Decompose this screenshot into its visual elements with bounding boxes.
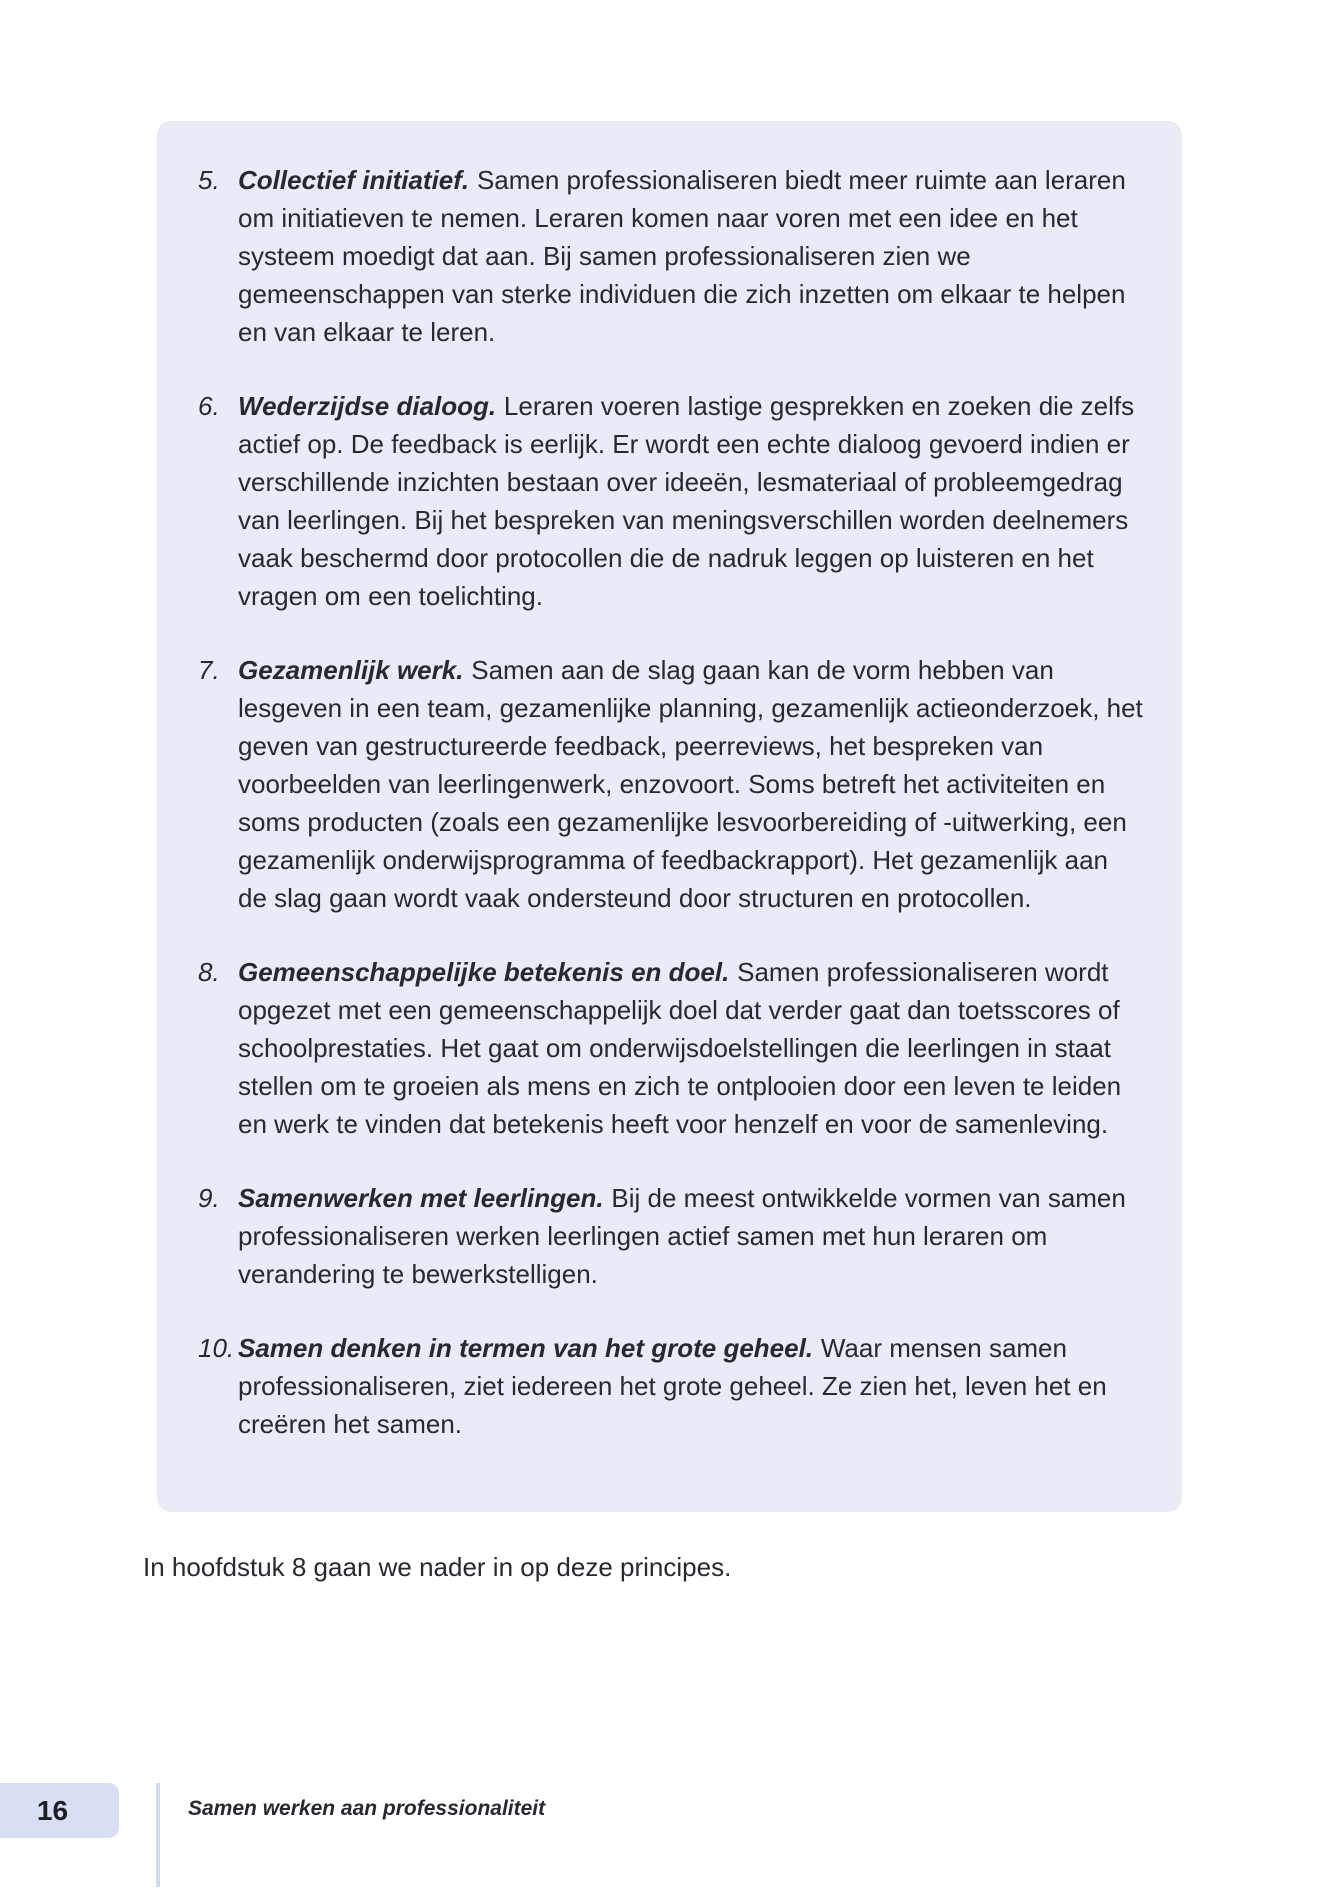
item-body: Samen aan de slag gaan kan de vorm hebben van lesgeven in een team, gezamenlijke planning, gezamenlijk actieonderzoek, het geven van gestructureerde feedback, peerreviews, het bespreken van voorbeelden van leerlingenwerk, enzovoort. Soms betreft het activiteiten en soms producten (zoals een gezamenlijke lesvoorbereiding of -uitwerking, een gezamenlijk onderwijsprogramma of feedbackrapport). Het gezamenlijk aan de slag gaan wordt vaak ondersteund door structuren en protocollen. <box>238 655 1143 913</box>
principles-box <box>157 121 1182 1512</box>
item-title: Samen denken in termen van het grote geheel. <box>238 1333 814 1363</box>
item-text <box>238 1179 1144 1293</box>
list-item <box>157 1329 1144 1443</box>
item-body: Leraren voeren lastige gesprekken en zoeken die zelfs actief op. De feedback is eerlijk. Er wordt een echte dialoog gevoerd indien er verschillende inzichten bestaan over ideeën, lesmateriaal of probleemgedrag van leerlingen. Bij het bespreken van meningsverschillen worden deelnemers vaak beschermd door protocollen die de nadruk leggen op luisteren en het vragen om een toelichting. <box>238 391 1135 611</box>
item-title: Samenwerken met leerlingen. <box>238 1183 604 1213</box>
list-item <box>157 161 1144 351</box>
item-number: 6. <box>198 391 220 421</box>
item-number: 5. <box>198 165 220 195</box>
item-number: 7. <box>198 655 220 685</box>
item-text <box>238 953 1144 1143</box>
item-text <box>238 651 1144 917</box>
item-number: 8. <box>198 957 220 987</box>
list-item <box>157 1179 1144 1293</box>
footer-divider <box>156 1783 160 1887</box>
item-body: Samen professionaliseren biedt meer ruimte aan leraren om initiatieven te nemen. Leraren komen naar voren met een idee en het systeem moedigt dat aan. Bij samen professionaliseren zien we gemeenschappen van sterke individuen die zich inzetten om elkaar te helpen en van elkaar te leren. <box>238 165 1126 347</box>
item-text <box>238 387 1144 615</box>
page-number: 16 <box>36 1794 69 1826</box>
list-item <box>157 953 1144 1143</box>
item-body: Samen professionaliseren wordt opgezet met een gemeenschappelijk doel dat verder gaat dan toetsscores of schoolprestaties. Het gaat om onderwijsdoelstellingen die leerlingen in staat stellen om te groeien als mens en zich te ontplooien door een leven te leiden en werk te vinden dat betekenis heeft voor henzelf en voor de samenleving. <box>238 957 1122 1139</box>
item-body: Waar mensen samen professionaliseren, ziet iedereen het grote geheel. Ze zien het, leven het en creëren het samen. <box>238 1333 1107 1439</box>
item-title: Collectief initiatief. <box>238 165 470 195</box>
closing-paragraph: In hoofdstuk 8 gaan we nader in op deze principes. <box>143 1552 732 1582</box>
item-text <box>238 1329 1144 1443</box>
item-text <box>238 161 1144 351</box>
list-item <box>157 387 1144 615</box>
running-footer-title: Samen werken aan professionaliteit <box>188 1797 546 1820</box>
item-body: Bij de meest ontwikkelde vormen van samen professionaliseren werken leerlingen actief samen met hun leraren om verandering te bewerkstelligen. <box>238 1183 1126 1289</box>
item-number: 10. <box>198 1333 235 1363</box>
page-number-tab <box>0 1783 119 1838</box>
item-number: 9. <box>198 1183 220 1213</box>
item-title: Gemeenschappelijke betekenis en doel. <box>238 957 730 987</box>
principles-list <box>157 161 1144 1443</box>
item-title: Wederzijdse dialoog. <box>238 391 497 421</box>
list-item <box>157 651 1144 917</box>
item-title: Gezamenlijk werk. <box>238 655 464 685</box>
